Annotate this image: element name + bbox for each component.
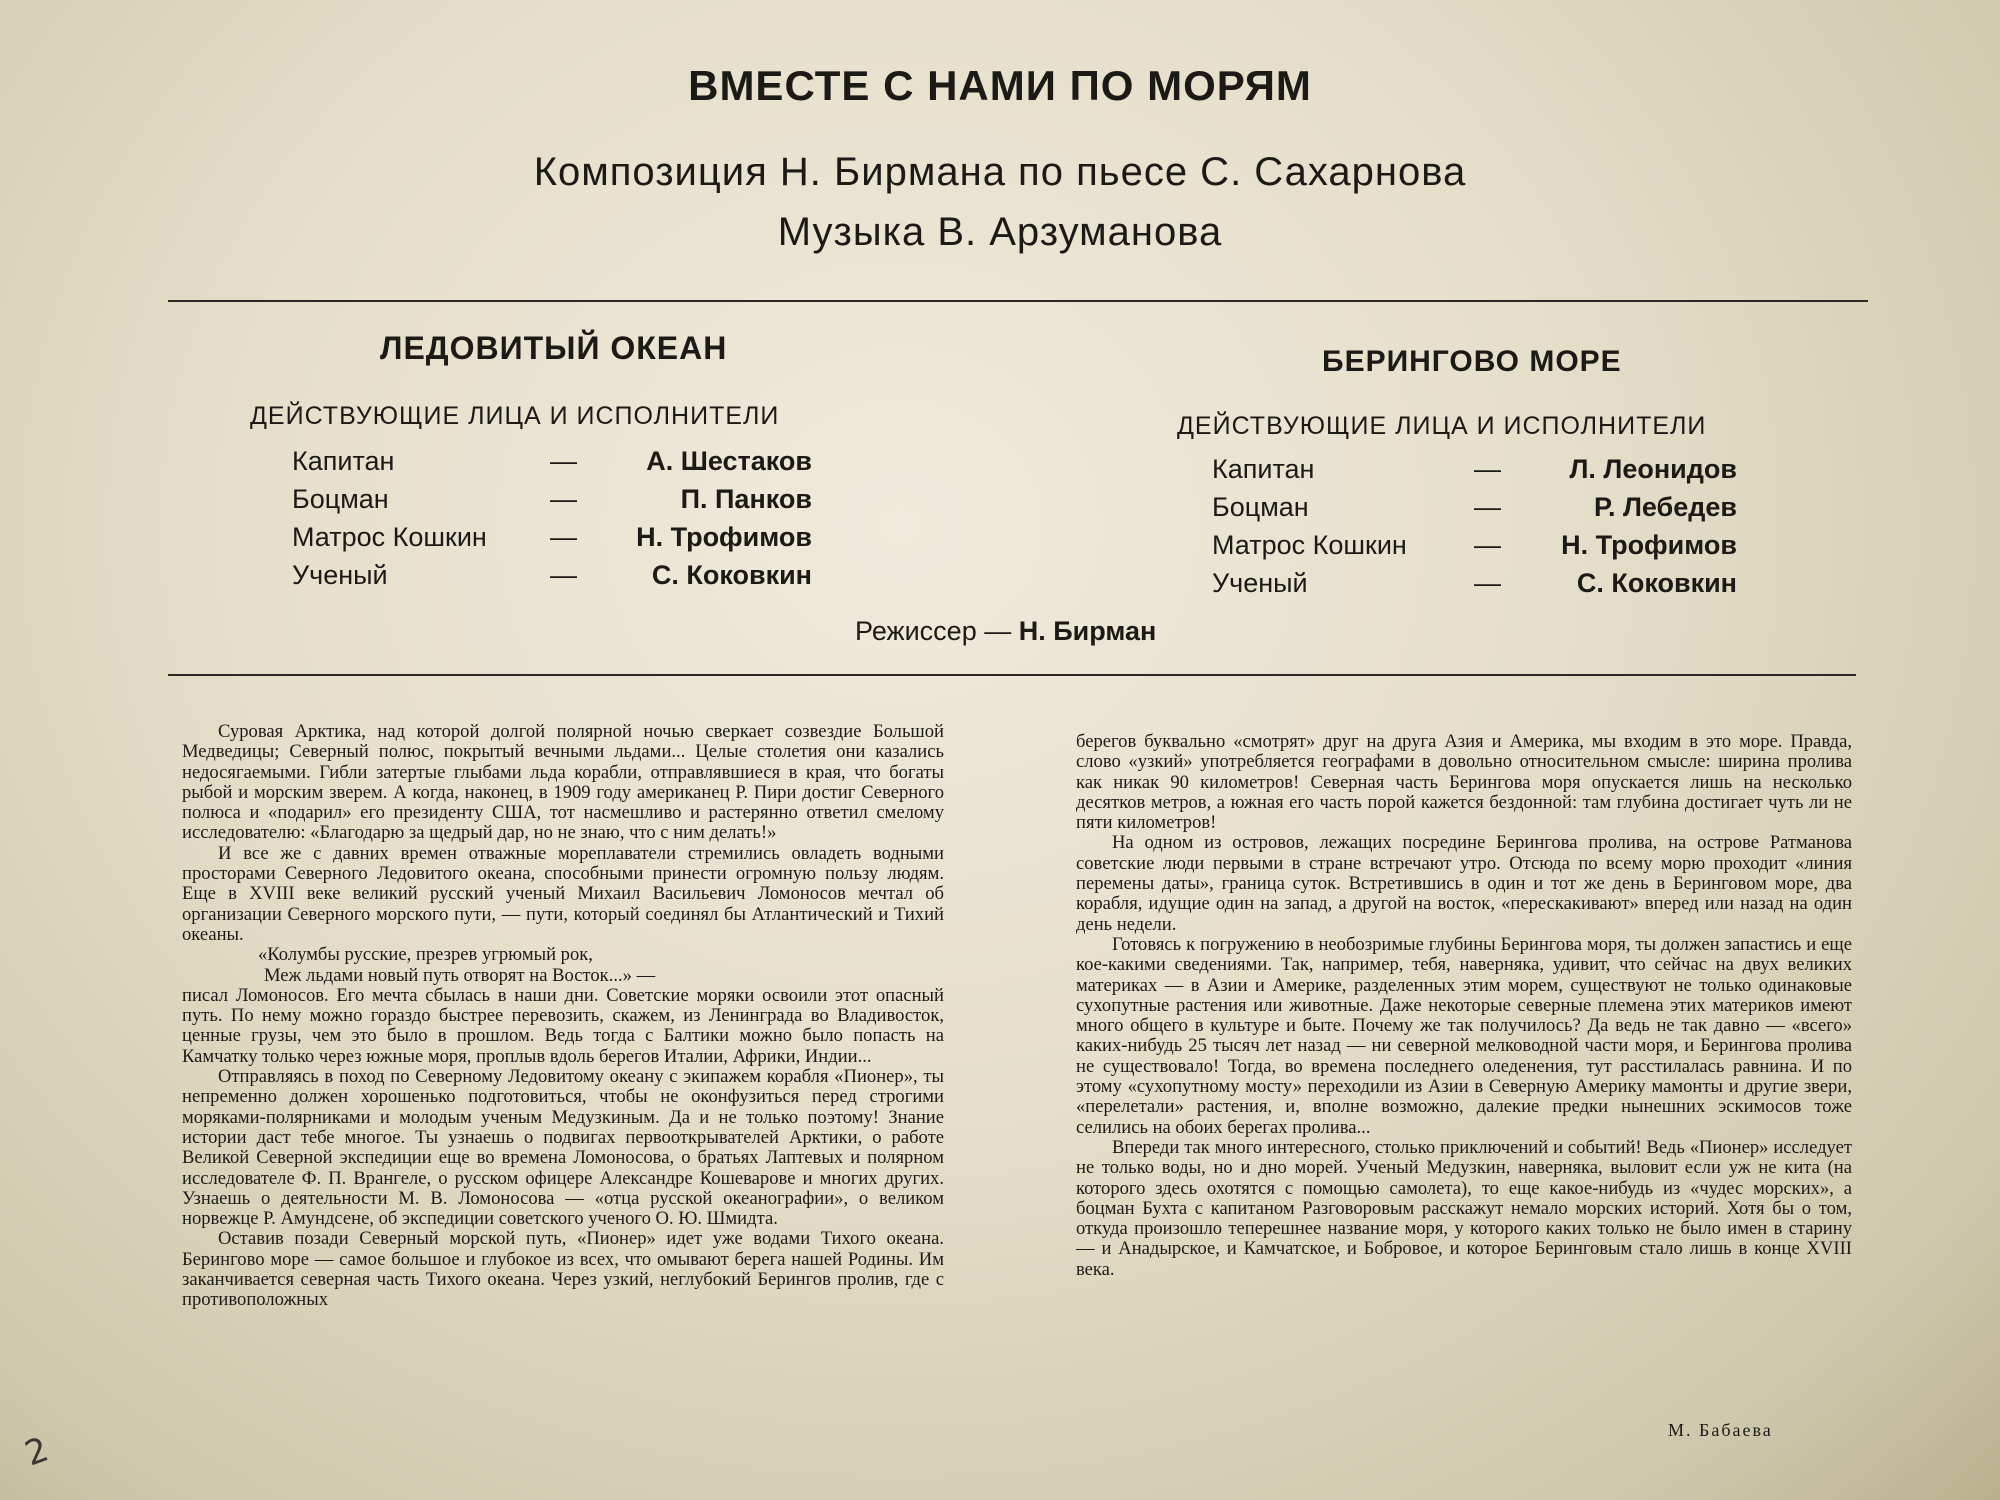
director-name: Н. Бирман xyxy=(1018,616,1157,646)
cast-row xyxy=(1212,454,1737,492)
cast-dash: — xyxy=(1474,530,1501,560)
cast-actor: А. Шестаков xyxy=(646,446,812,476)
paragraph: Готовясь к погружению в необозримые глубины Берингова моря, ты должен запастись и еще кое-какими сведениями. Так, например, тебя, наверняка, удивит, что сейчас на двух великих материках — в Азии и Америке, разделенных этим морем, существуют не только одинаковые сухопутные растения или животные. Даже некоторые северные племена этих материков имеют много общего в культуре и быте. Почему же так получилось? Да ведь не так давно — «всего» каких-нибудь 25 тысяч лет назад — ни северной мелководной части моря, и Берингова пролива не существовало! Тогда, во времена последнего оледенения, тут расстилалась равнина. И по этому «сухопутному мосту» переходили из Азии в Северную Америку мамонты и другие звери, «перелетали» растения, и, вполне возможно, далекие предки нынешних эскимосов тоже селились на обоих берегах пролива... xyxy=(1076,933,1852,1138)
cast-role: Ученый xyxy=(292,560,388,590)
cast-dash: — xyxy=(550,484,577,514)
cast-actor: Н. Трофимов xyxy=(636,522,812,552)
paragraph: Оставив позади Северный морской путь, «Пионер» идет уже водами Тихого океана. Берингово море — самое большое и глубокое из всех, что омывают берега нашей Родины. Им заканчивается северная часть Тихого океана. Через узкий, неглубокий Берингов пролив, где с противоположных xyxy=(182,1228,944,1311)
cast-row xyxy=(1212,530,1737,568)
cast-row xyxy=(292,522,812,560)
cast-actor: С. Коковкин xyxy=(1576,568,1737,598)
verse-line: Меж льдами новый путь отворят на Восток...» — xyxy=(264,964,656,986)
cast-row xyxy=(1212,568,1737,606)
paragraph: Суровая Арктика, над которой долгой полярной ночью сверкает созвездие Большой Медведицы; Северный полюс, покрытый вечными льдами... Целые столетия они казались недосягаемыми. Гибли затертые глыбами льда корабли, отправлявшиеся в края, что богаты рыбой и морским зверем. А когда, наконец, в 1909 году американец Р. Пири достиг Северного полюса и «подарил» его президенту США, тот насмешливо и растерянно ответил смелому исследователю: «Благодарю за щедрый дар, но не знаю, что с ним делать!» xyxy=(182,721,944,844)
director-label: Режиссер — xyxy=(855,616,1012,646)
cast-role: Матрос Кошкин xyxy=(292,522,487,552)
left-cast-heading: ДЕЙСТВУЮЩИЕ ЛИЦА И ИСПОЛНИТЕЛИ xyxy=(250,402,780,430)
cast-dash: — xyxy=(1474,492,1501,522)
verse-line: «Колумбы русские, презрев угрюмый рок, xyxy=(258,944,593,966)
cast-role: Матрос Кошкин xyxy=(1212,530,1407,560)
cast-row xyxy=(1212,492,1737,530)
cast-actor: П. Панков xyxy=(680,484,812,514)
cast-dash: — xyxy=(550,522,577,552)
music-credit: Музыка В. Арзуманова xyxy=(777,210,1223,254)
handwritten-mark: 2 xyxy=(19,1429,54,1475)
cast-dash: — xyxy=(550,560,577,590)
cast-actor: Л. Леонидов xyxy=(1569,454,1737,484)
cast-row xyxy=(292,484,812,522)
cast-role: Ученый xyxy=(1212,568,1308,598)
top-divider xyxy=(168,300,1868,302)
composition-credit: Композиция Н. Бирмана по пьесе С. Сахарнова xyxy=(533,150,1467,194)
cast-dash: — xyxy=(550,446,577,476)
cast-row xyxy=(292,446,812,484)
cast-actor: Р. Лебедев xyxy=(1593,492,1737,522)
left-text-column xyxy=(182,722,944,1311)
cast-actor: Н. Трофимов xyxy=(1561,530,1737,560)
cast-role: Капитан xyxy=(1212,454,1315,484)
director-credit xyxy=(855,616,1156,647)
cast-dash: — xyxy=(1474,454,1501,484)
page-title: ВМЕСТЕ С НАМИ ПО МОРЯМ xyxy=(688,62,1312,109)
bottom-divider xyxy=(168,674,1856,676)
left-cast-list xyxy=(292,446,812,598)
cast-role: Боцман xyxy=(292,484,389,514)
article-author: М. Бабаева xyxy=(1668,1420,1773,1440)
cast-role: Капитан xyxy=(292,446,395,476)
right-text-column xyxy=(1076,732,1852,1280)
paragraph: На одном из островов, лежащих посредине Берингова пролива, на острове Ратманова советские люди первыми в стране встречают утро. Отсюда по всему морю проходит «линия перемены даты», граница суток. Встретившись в один и тот же день в Беринговом море, два корабля, идущие один на запад, а другой на восток, «перескакивают» вперед или назад на один день недели. xyxy=(1076,832,1852,935)
cast-row xyxy=(292,560,812,598)
paragraph: И все же с давних времен отважные мореплаватели стремились овладеть водными просторами Северного Ледовитого океана, способными принести огромную пользу людям. Еще в XVIII веке великий русский ученый Михаил Васильевич Ломоносов мечтал об организации Северного морского пути, — пути, который соединял бы Атлантический и Тихий океаны. xyxy=(182,842,944,945)
right-cast-list xyxy=(1212,454,1737,606)
paragraph: писал Ломоносов. Его мечта сбылась в наши дни. Советские моряки освоили этот опасный путь. По нему можно гораздо быстрее перевозить, скажем, из Ленинграда во Владивосток, ценные грузы, чем это было в прошлом. Ведь тогда с Балтики можно было попасть на Камчатку только через южные моря, проплыв вдоль берегов Италии, Африки, Индии... xyxy=(182,984,944,1067)
cast-role: Боцман xyxy=(1212,492,1309,522)
paragraph: берегов буквально «смотрят» друг на друга Азия и Америка, мы входим в это море. Правда, слово «узкий» употребляется географами в довольно относительном смысле: ширина пролива как никак 90 километров! Северная часть Берингова моря опускается лишь на несколько десятков метров, а южная его часть порой кажется бездонной: там глубина достигает чуть ли не пяти километров! xyxy=(1076,731,1852,834)
left-section-title: ЛЕДОВИТЫЙ ОКЕАН xyxy=(380,330,728,366)
right-section-title: БЕРИНГОВО МОРЕ xyxy=(1322,345,1622,378)
cast-actor: С. Коковкин xyxy=(651,560,812,590)
paragraph: Впереди так много интересного, столько приключений и событий! Ведь «Пионер» исследует не только воды, но и дно морей. Ученый Медузкин, наверняка, выловит если уж не кита (на которого здесь охотятся с помощью самолета), то еще какое-нибудь из «чудес морских», а боцман Бухта с капитаном Разговоровым расскажут немало морских историй. Хотя бы о том, откуда произошло теперешнее название моря, у которого каких только не было имен в старину — и Анадырское, и Камчатское, и Бобровое, и которое Беринговым стало лишь в конце XVIII века. xyxy=(1076,1136,1852,1280)
paragraph: Отправляясь в поход по Северному Ледовитому океану с экипажем корабля «Пионер», ты непременно должен хорошенько подготовиться, чтобы не оконфузиться перед строгими моряками-полярниками и молодым ученым Медузкиным. Да и не только поэтому! Знание истории даст тебе многое. Ты узнаешь о подвигах первооткрывателей Арктики, о работе Великой Северной экспедиции еще во времена Ломоносова, о братьях Лаптевых и полярном исследователе Ф. П. Врангеле, о русском офицере Александре Кошеваровe и многих других. Узнаешь о деятельности М. В. Ломоносова — «отца русской океанографии», о великом норвежце Р. Амундсене, об экспедиции советского ученого О. Ю. Шмидта. xyxy=(182,1066,944,1230)
cast-dash: — xyxy=(1474,568,1501,598)
right-cast-heading: ДЕЙСТВУЮЩИЕ ЛИЦА И ИСПОЛНИТЕЛИ xyxy=(1177,412,1707,440)
